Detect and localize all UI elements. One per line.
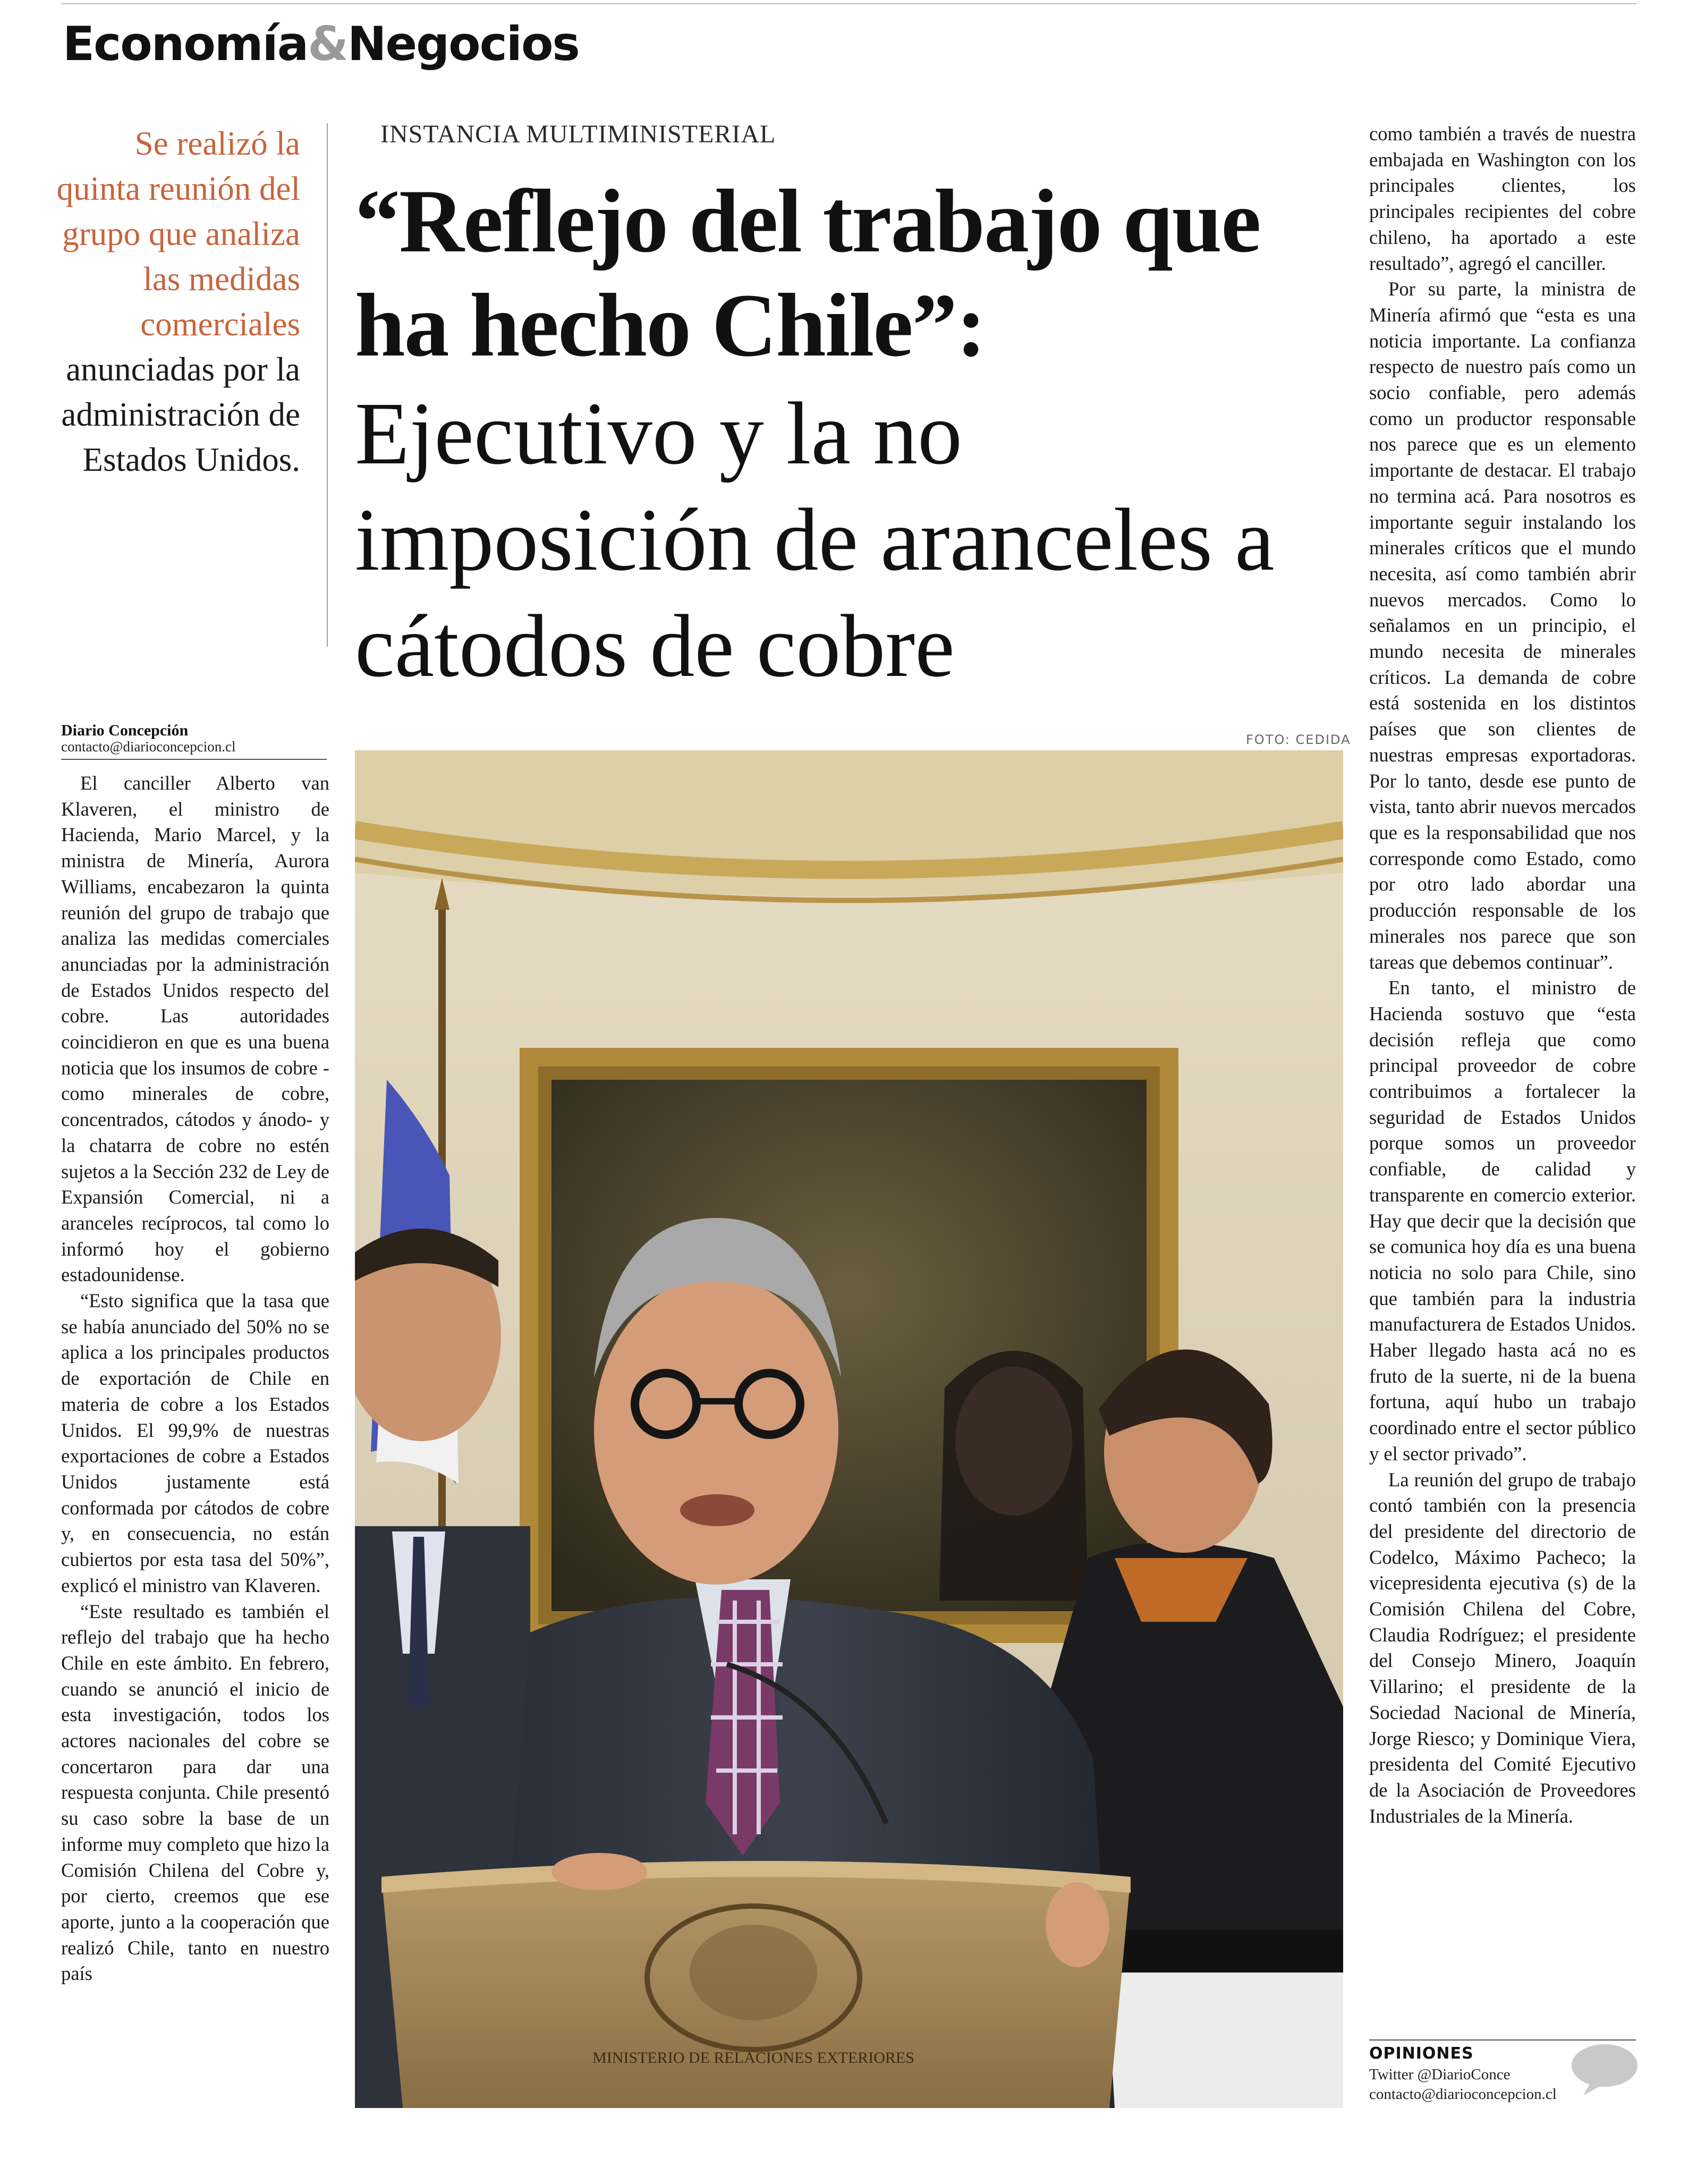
headline: “Reflejo del trabajo que ha hecho Chile”: [355, 171, 1260, 375]
byline-name: Diario Concepción [61, 722, 189, 739]
body-paragraph: “Este resultado es también el reflejo del trabajo que ha hecho Chile en este ámbito. En febrero, cuando se anunció el inicio de esta investigación, todos los actores nacionales del cobre se concertaron para dar una respuesta conjunta. Chile presentó su caso sobre la base de un informe muy completo que hizo la Comisión Chilena del Cobre y, por cierto, creemos que ese aporte, junto a la cooperación que realizó Chile, tanto en nuestro país [61, 1600, 329, 1985]
opinions-title: OPINIONES [1369, 2044, 1474, 2063]
subhead: Ejecutivo y la no imposición de aranceles a cátodos de cobre [355, 384, 1275, 696]
body-paragraph: “Esto significa que la tasa que se había anunciado del 50% no se aplica a los principales productos de exportación de Chile en materia de cobre a los Estados Unidos. El 99,9% de nuestras exportaciones de cobre a Estados Unidos justamente está conformada por cátodos de cobre y, en consecuencia, no están cubiertos por esta tasa del 50%”, explicó el ministro van Klaveren. [61, 1290, 329, 1596]
deck-divider [327, 123, 328, 647]
section-title [63, 16, 579, 72]
body-paragraph: La reunión del grupo de trabajo contó también con la presencia del presidente del directorio de Codelco, Máximo Pacheco; la vicepresidenta ejecutiva (s) de la Comisión Chilena del Cobre, Claudia Rodríguez; el presidente del Consejo Minero, Joaquín Villarino; el presidente de la Sociedad Nacional de Minería, Jorge Riesco; y Dominique Viera, presidenta del Comité Ejecutivo de la Asociación de Proveedores Industriales de la Minería. [1369, 1468, 1636, 1827]
speech-bubble-icon [1570, 2043, 1639, 2099]
body-paragraph: El canciller Alberto van Klaveren, el ministro de Hacienda, Mario Marcel, y la ministra de Minería, Aurora Williams, encabezaron la quinta reunión del grupo de trabajo que analiza las medidas comerciales anunciadas por la administración de Estados Unidos respecto del cobre. Las autoridades coincidieron en que es una buena noticia que los insumos de cobre -como minerales de cobre, concentrados, cátodos y ánodo- y la chatarra de cobre no estén sujetos a la Sección 232 de Ley de Expansión Comercial, ni a aranceles recíprocos, tal como lo informó hoy el gobierno estadounidense. [61, 772, 329, 1286]
top-rule [61, 3, 1636, 4]
body-column-right [1369, 121, 1636, 2018]
deck-lead: Se realizó la quinta reunión del grupo que analiza las medidas comerciales [56, 125, 300, 343]
lectern-text: MINISTERIO DE RELACIONES EXTERIORES [592, 2049, 914, 2067]
body-column-left [61, 771, 329, 2096]
body-paragraph: Por su parte, la ministra de Minería afirmó que “esta es una noticia importante. La confianza respecto de nuestro país como un socio confiable, pero además como un productor responsable nos parece que es un elemento importante de destacar. El trabajo no termina acá. Para nosotros es importante seguir instalando los minerales críticos que el mundo necesita, así como también abrir nuevos mercados. Como lo señalamos en un principio, el mundo necesita de minerales críticos. La demanda de cobre está sostenida en los distintos países que son clientes de nuestras empresas exportadoras. Por lo tanto, desde ese punto de vista, tanto abrir nuevos mercados que es la responsabilidad que nos corresponde como Estado, como por otro lado abordar una producción responsable de los minerales nos parece que son tareas que debemos continuar”. [1369, 278, 1636, 973]
byline-rule [61, 759, 327, 760]
body-paragraph: como también a través de nuestra embajada en Washington con los principales clientes, los principales recipientes del cobre chileno, ha aportado a este resultado”, agregó el canciller. [1369, 123, 1636, 274]
opinions-rule [1369, 2039, 1636, 2041]
deck [53, 121, 300, 482]
deck-rest: anunciadas por la administración de Estados Unidos. [61, 351, 300, 478]
section-title-part1: Economía [63, 16, 308, 71]
section-ampersand: & [308, 16, 347, 71]
kicker: INSTANCIA MULTIMINISTERIAL [380, 120, 776, 148]
body-paragraph: En tanto, el ministro de Hacienda sostuvo que “esta decisión refleja que como principal proveedor de cobre contribuimos a fortalecer la seguridad de Estados Unidos porque somos un proveedor confiable, de calidad y transparente en comercio exterior. Hay que decir que la decisión que se comunica hoy día es una buena noticia no solo para Chile, sino que también para la industria manufacturera de Estados Unidos. Haber llegado hasta acá no es fruto de la suerte, ni de la buena fortuna, aquí hubo un trabajo coordinado entre el sector público y el sector privado”. [1369, 977, 1636, 1465]
photo-credit: FOTO: CEDIDA [1246, 732, 1351, 747]
opinions-twitter[interactable]: Twitter @DiarioConce [1369, 2066, 1511, 2083]
opinions-email[interactable]: contacto@diarioconcepcion.cl [1369, 2086, 1557, 2103]
byline-email: contacto@diarioconcepcion.cl [61, 739, 236, 755]
press-conference-photo [355, 750, 1343, 2108]
section-title-part2: Negocios [347, 16, 579, 71]
